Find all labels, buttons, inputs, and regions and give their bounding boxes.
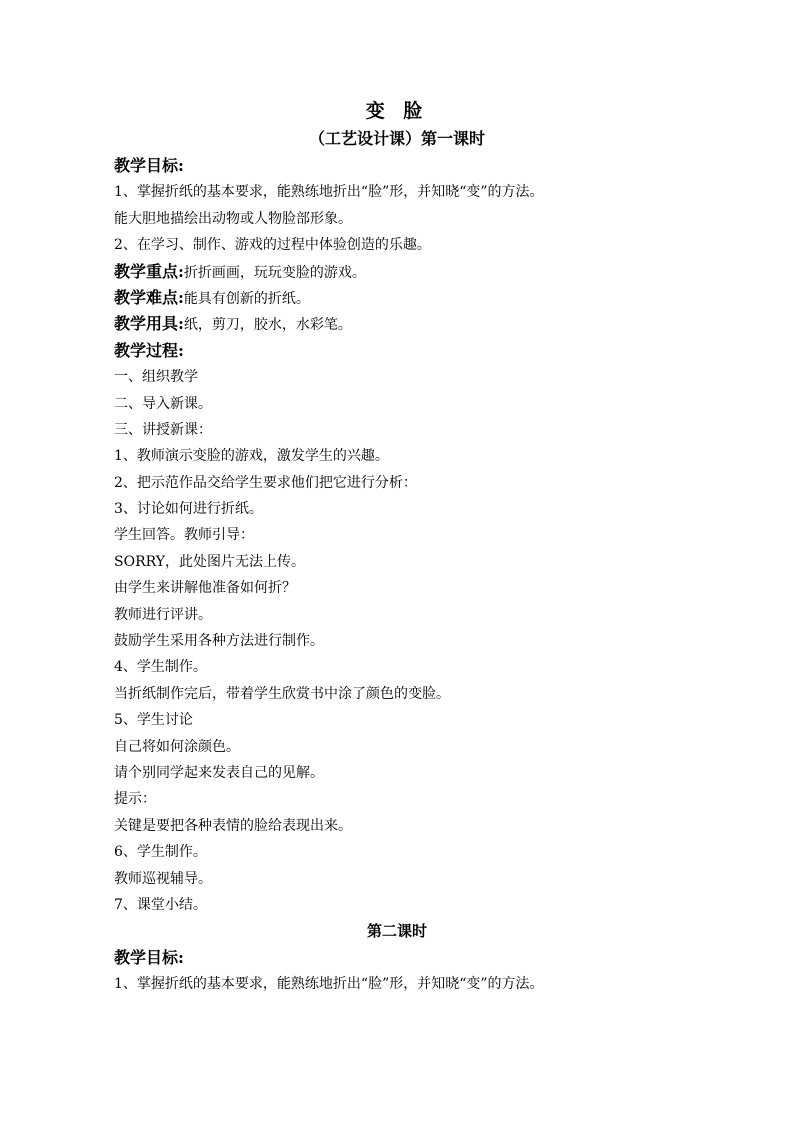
- process-step: 1、教师演示变脸的游戏，激发学生的兴趣。: [114, 448, 389, 465]
- process-step: 三、讲授新课：: [114, 421, 212, 438]
- process-step: 教师巡视辅导。: [114, 870, 212, 887]
- process-step: 自己将如何涂颜色。: [114, 738, 240, 755]
- process-step: 关键是要把各种表情的脸给表现出来。: [114, 817, 352, 834]
- process-step: 教师进行评讲。: [114, 606, 212, 623]
- process-step: 3、讨论如何进行折纸。: [114, 501, 263, 518]
- tools-label: 教学用具:: [114, 314, 184, 334]
- process-step: 鼓励学生采用各种方法进行制作。: [114, 633, 324, 650]
- document-body: [114, 153, 714, 998]
- lesson2-section-title: 第二课时: [366, 922, 427, 941]
- goal-item-1-continued: 能大胆地描绘出动物或人物脸部形象。: [114, 210, 352, 227]
- difficulty-label: 教学难点:: [114, 287, 184, 307]
- process-step: 学生回答。教师引导：: [114, 527, 254, 544]
- goal-item-1: 1、掌握折纸的基本要求，能熟练地折出“脸”形，并知晓“变”的方法。: [114, 184, 544, 201]
- lesson2-goal-item-1: 1、掌握折纸的基本要求，能熟练地折出“脸”形，并知晓“变”的方法。: [114, 976, 544, 993]
- process-step: 6、学生制作。: [114, 844, 207, 861]
- difficulty-line: [114, 285, 714, 311]
- process-step: 一、组织教学: [114, 369, 198, 386]
- lesson2-goal-heading: 教学目标:: [114, 947, 184, 967]
- goal-item-2: 2、在学习、制作、游戏的过程中体验创造的乐趣。: [114, 237, 431, 254]
- process-heading: 教学过程:: [114, 340, 184, 360]
- tools-text: 纸，剪刀，胶水，水彩笔。: [183, 317, 352, 334]
- goal-heading: 教学目标:: [114, 156, 184, 175]
- process-step: 2、把示范作品交给学生要求他们把它进行分析：: [114, 474, 417, 491]
- process-step: 请个别同学起来发表自己的见解。: [114, 764, 324, 781]
- key-point-label: 教学重点:: [114, 261, 184, 281]
- key-point-line: [114, 259, 714, 285]
- difficulty-text: 能具有创新的折纸。: [183, 290, 310, 307]
- process-step: 4、学生制作。: [114, 659, 207, 676]
- process-step: 二、导入新课。: [114, 395, 212, 412]
- process-step: SORRY，此处图片无法上传。: [114, 553, 305, 570]
- process-step: 7、课堂小结。: [114, 896, 207, 913]
- process-step: 当折纸制作完后，带着学生欣赏书中涂了颜色的变脸。: [114, 685, 450, 702]
- key-point-text: 折折画画，玩玩变脸的游戏。: [183, 264, 366, 281]
- document-subtitle: （工艺设计课）第一课时: [308, 129, 485, 148]
- process-step: 提示：: [114, 791, 156, 808]
- process-step: 由学生来讲解他准备如何折？: [114, 580, 296, 597]
- process-step: 5、学生讨论: [114, 712, 193, 729]
- tools-line: [114, 311, 714, 337]
- document-title: 变 脸: [365, 100, 429, 122]
